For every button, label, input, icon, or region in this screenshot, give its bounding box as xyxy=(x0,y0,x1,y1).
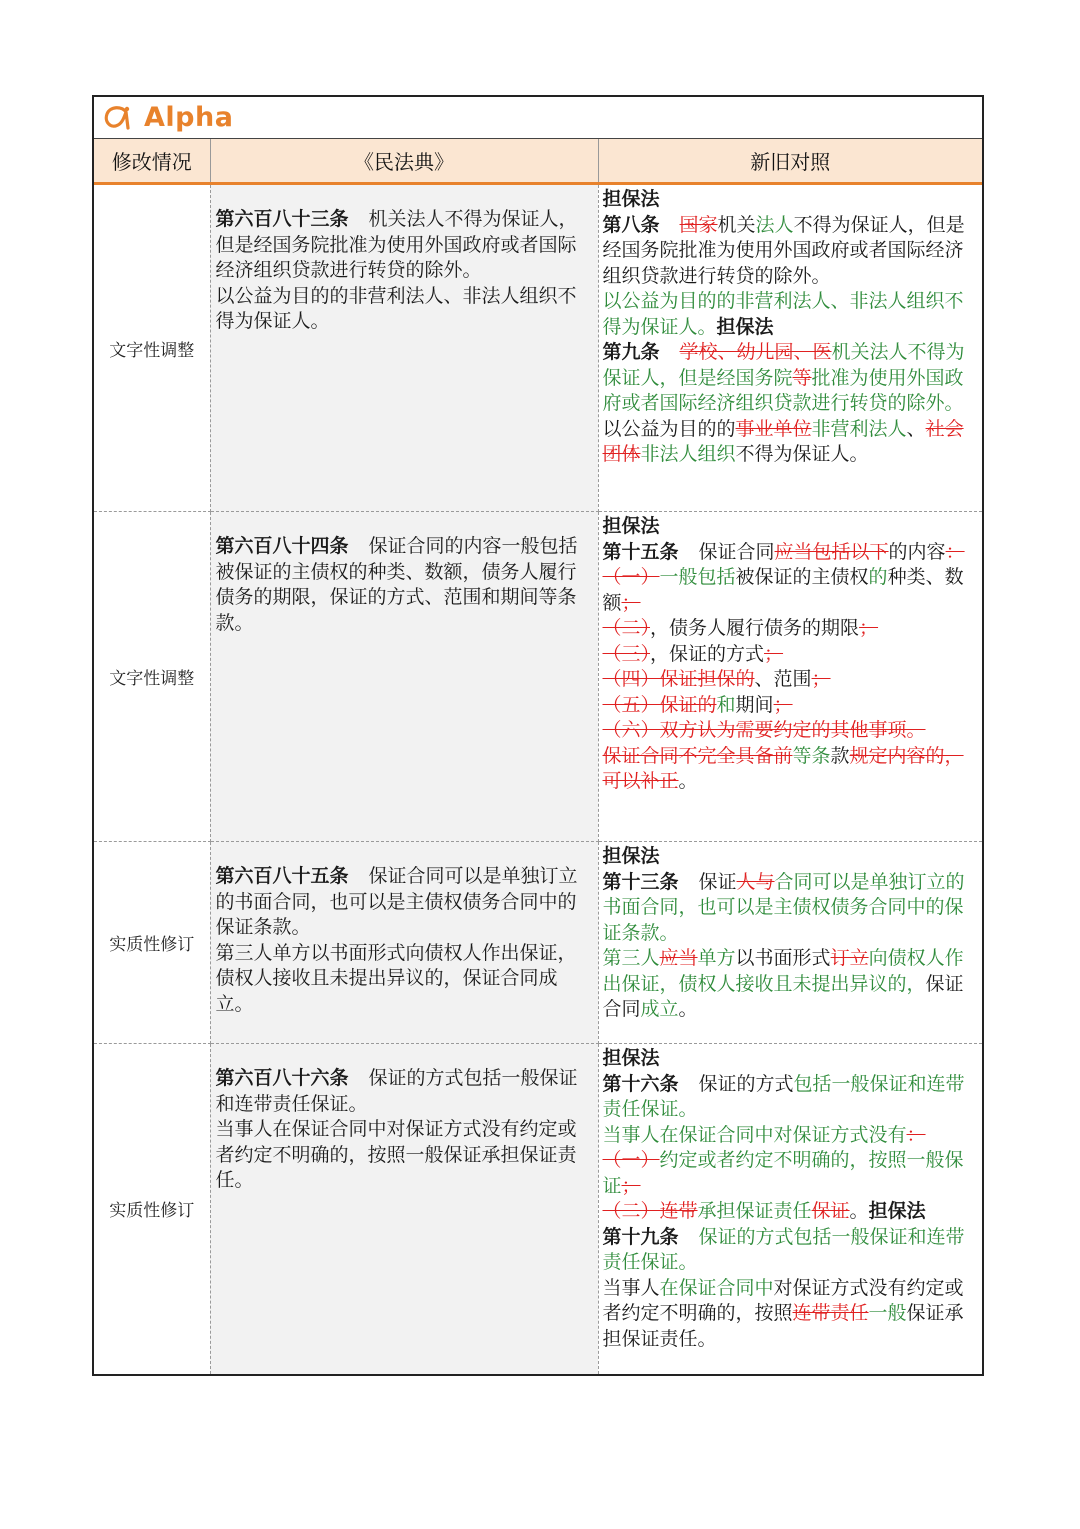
deleted-text: 应当包括以下 xyxy=(774,540,889,563)
law-heading: 担保法 xyxy=(602,515,660,537)
header-status: 修改情况 xyxy=(94,139,210,184)
civil-paragraph xyxy=(216,1117,594,1194)
unchanged-text: 以书面形式 xyxy=(735,947,831,969)
added-text: 合同可以是单独订立的书面合同，也可以是主债权债务合同中的保证条款。 xyxy=(602,870,965,944)
brand-name: Alpha xyxy=(144,102,234,133)
deleted-text: ； xyxy=(621,1174,641,1197)
added-text: 单方 xyxy=(697,947,736,969)
deleted-text: ； xyxy=(773,693,793,716)
deleted-text: （五）保证的 xyxy=(602,693,717,716)
civil-paragraph xyxy=(216,534,594,636)
added-text: 向债权人作出保证，债权人接收且未提出异议的， xyxy=(602,947,964,995)
deleted-text: （二） xyxy=(602,617,651,639)
civil-paragraph xyxy=(216,864,594,941)
law-heading: 担保法 xyxy=(716,315,774,338)
added-text: 承担保证责任 xyxy=(697,1200,812,1222)
added-text: 机关法人不得为保证人，但是经国务院 xyxy=(602,341,965,389)
added-text: 约定或者约定不明确的，按照一般保证 xyxy=(602,1149,964,1197)
comparison-paragraph xyxy=(603,870,979,947)
deleted-text: 规定内容的，可以补正 xyxy=(602,744,964,792)
table-row xyxy=(94,512,982,842)
law-heading: 担保法 xyxy=(602,845,660,867)
comparison-paragraph xyxy=(603,1072,979,1123)
article-number: 第六百八十五条 xyxy=(215,865,349,887)
civil-paragraph xyxy=(216,941,594,1018)
added-text: 在保证合同中 xyxy=(659,1276,774,1299)
deleted-text: ； xyxy=(811,668,831,690)
added-text: 当事人在保证合同中对保证方式没有 xyxy=(602,1123,907,1146)
header-comparison: 新旧对照 xyxy=(598,139,982,184)
comparison-paragraph xyxy=(603,1276,979,1353)
status-cell: 文字性调整 xyxy=(94,512,210,842)
added-text: 包括一般保证和连带责任保证。 xyxy=(602,1072,965,1120)
comparison-cell xyxy=(598,842,982,1044)
civil-code-cell xyxy=(210,512,598,842)
deleted-text: 等 xyxy=(792,366,812,389)
deleted-text: ； xyxy=(621,591,641,614)
unchanged-text: 、范围 xyxy=(754,668,812,690)
comparison-cell xyxy=(598,512,982,842)
unchanged-text: 期间 xyxy=(735,693,774,716)
deleted-text: 事业单位 xyxy=(735,417,812,440)
comparison-cell xyxy=(598,184,982,512)
law-heading: 担保法 xyxy=(602,1047,660,1069)
unchanged-text: 被保证的主债权 xyxy=(735,566,869,588)
table-header-row xyxy=(94,139,982,184)
deleted-text: （三） xyxy=(602,642,651,665)
article-number: 第六百八十六条 xyxy=(215,1067,349,1089)
law-heading: 第十三条 xyxy=(602,870,679,893)
unchanged-text: 。 xyxy=(849,1200,869,1222)
deleted-text: 社会团体 xyxy=(602,417,964,465)
unchanged-text: 对保证方式没有约定或者约定不明确的，按照 xyxy=(602,1276,964,1324)
table-row xyxy=(94,1044,982,1374)
added-text: 和 xyxy=(716,693,736,716)
status-cell: 实质性修订 xyxy=(94,842,210,1044)
deleted-text: （四）保证担保的 xyxy=(602,668,755,690)
law-heading: 担保法 xyxy=(602,188,660,210)
comparison-paragraph xyxy=(603,616,979,642)
unchanged-text: ，债务人履行债务的期限 xyxy=(650,617,860,639)
added-text: 非营利法人 xyxy=(811,417,907,440)
civil-code-cell xyxy=(210,184,598,512)
deleted-text: 保证合同不完全具备前 xyxy=(602,744,793,767)
unchanged-text: 保证的方式 xyxy=(698,1072,794,1095)
added-text: 第三人 xyxy=(602,947,660,969)
unchanged-text: 。 xyxy=(678,770,698,792)
status-cell: 实质性修订 xyxy=(94,1044,210,1374)
comparison-paragraph xyxy=(603,187,979,213)
law-heading: 担保法 xyxy=(868,1200,926,1222)
deleted-text: ： xyxy=(945,540,965,563)
unchanged-text: 的内容 xyxy=(888,540,946,563)
added-text: 批准为使用外国政府或者国际经济组织贷款进行转贷的除外。 xyxy=(602,366,964,414)
comparison-paragraph xyxy=(603,642,979,668)
deleted-text: 连带责任 xyxy=(792,1302,869,1324)
civil-paragraph xyxy=(216,1066,594,1117)
status-cell: 文字性调整 xyxy=(94,184,210,512)
added-text: 一般 xyxy=(868,1302,907,1324)
civil-text: 第三人单方以书面形式向债权人作出保证，债权人接收且未提出异议的，保证合同成立。 xyxy=(215,941,577,1015)
unchanged-text: 保证合同 xyxy=(602,972,964,1020)
deleted-text: （一） xyxy=(602,566,660,588)
article-number: 第六百八十四条 xyxy=(215,535,349,557)
deleted-text: ； xyxy=(764,642,784,665)
law-heading: 第九条 xyxy=(602,341,660,363)
table-row xyxy=(94,842,982,1044)
comparison-paragraph xyxy=(603,417,979,468)
law-heading: 第十九条 xyxy=(602,1225,679,1248)
civil-text: 保证合同的内容一般包括被保证的主债权的种类、数额，债务人履行债务的期限，保证的方式、范围和期间等条款。 xyxy=(215,535,578,634)
comparison-paragraph xyxy=(603,514,979,540)
civil-code-cell xyxy=(210,1044,598,1374)
unchanged-text: 。 xyxy=(678,998,698,1020)
comparison-paragraph xyxy=(603,1225,979,1276)
unchanged-text: 款 xyxy=(830,744,850,767)
added-text: 的 xyxy=(868,566,888,588)
comparison-paragraph xyxy=(603,844,979,870)
deleted-text: ： xyxy=(906,1123,926,1146)
added-text: 以公益为目的的非营利法人、非法人组织不得为保证人。 xyxy=(602,290,964,338)
added-text: 非法人组织 xyxy=(640,443,736,465)
civil-code-cell xyxy=(210,842,598,1044)
added-text: 法人 xyxy=(755,213,794,236)
unchanged-text: 不得为保证人。 xyxy=(735,443,869,465)
deleted-text: 国家 xyxy=(679,213,718,236)
civil-paragraph xyxy=(216,284,594,335)
civil-text: 以公益为目的的非营利法人、非法人组织不得为保证人。 xyxy=(215,284,577,332)
comparison-paragraph xyxy=(603,667,979,693)
unchanged-text: 保证 xyxy=(698,870,737,893)
civil-text: 当事人在保证合同中对保证方式没有约定或者约定不明确的，按照一般保证承担保证责任。 xyxy=(215,1118,577,1191)
article-number: 第六百八十三条 xyxy=(215,208,349,230)
unchanged-text: 机关 xyxy=(717,213,756,236)
civil-text: 保证的方式包括一般保证和连带责任保证。 xyxy=(215,1067,578,1115)
deleted-text: 保证 xyxy=(811,1200,850,1222)
comparison-paragraph xyxy=(603,1148,979,1199)
comparison-paragraph xyxy=(603,1199,979,1225)
unchanged-text: ，保证的方式 xyxy=(650,642,765,665)
comparison-paragraph xyxy=(603,565,979,616)
law-heading: 第八条 xyxy=(602,213,660,236)
comparison-paragraph xyxy=(603,718,979,744)
comparison-paragraph xyxy=(603,340,979,417)
unchanged-text: 当事人 xyxy=(602,1276,660,1299)
unchanged-text: 保证合同 xyxy=(698,540,775,563)
deleted-text: 人与 xyxy=(736,870,775,893)
law-heading: 第十五条 xyxy=(602,540,679,563)
added-text: 保证的方式包括一般保证和连带责任保证。 xyxy=(602,1225,965,1273)
deleted-text: 订立 xyxy=(830,947,869,969)
comparison-paragraph xyxy=(603,693,979,719)
added-text: 成立 xyxy=(640,998,679,1020)
comparison-paragraph xyxy=(603,1046,979,1072)
comparison-paragraph xyxy=(603,213,979,290)
unchanged-text: 种类、数额 xyxy=(602,566,964,614)
law-heading: 第十六条 xyxy=(602,1072,679,1095)
added-text: 一般包括 xyxy=(659,566,736,588)
comparison-paragraph xyxy=(603,946,979,1023)
comparison-paragraph xyxy=(603,1123,979,1149)
comparison-cell xyxy=(598,1044,982,1374)
unchanged-text: 不得为保证人，但是经国务院批准为使用外国政府或者国际经济组织贷款进行转贷的除外。 xyxy=(602,213,965,287)
deleted-text: 学校、幼儿园、医 xyxy=(679,341,832,363)
header-civil-code: 《民法典》 xyxy=(210,139,598,184)
civil-text: 保证合同可以是单独订立的书面合同，也可以是主债权债务合同中的保证条款。 xyxy=(215,865,578,938)
added-text: 等条 xyxy=(792,744,831,767)
deleted-text: （二）连带 xyxy=(602,1200,698,1222)
comparison-paragraph xyxy=(603,289,979,340)
alpha-logo-icon xyxy=(102,103,132,133)
comparison-paragraph xyxy=(603,744,979,795)
brand-header xyxy=(94,97,982,139)
deleted-text: ； xyxy=(859,617,879,639)
unchanged-text: 以公益为目的的 xyxy=(602,417,736,440)
comparison-table xyxy=(94,139,982,1374)
deleted-text: （一） xyxy=(602,1149,660,1171)
comparison-paragraph xyxy=(603,540,979,566)
deleted-text: （六）双方认为需要约定的其他事项。 xyxy=(602,719,926,741)
unchanged-text: 保证承担保证责任。 xyxy=(602,1302,964,1350)
table-row xyxy=(94,184,982,512)
comparison-sheet xyxy=(92,95,984,1376)
civil-paragraph xyxy=(216,207,594,284)
civil-text: 机关法人不得为保证人，但是经国务院批准为使用外国政府或者国际经济组织贷款进行转贷的除外。 xyxy=(215,208,578,281)
unchanged-text: 、 xyxy=(906,417,926,440)
deleted-text: 应当 xyxy=(659,947,698,969)
